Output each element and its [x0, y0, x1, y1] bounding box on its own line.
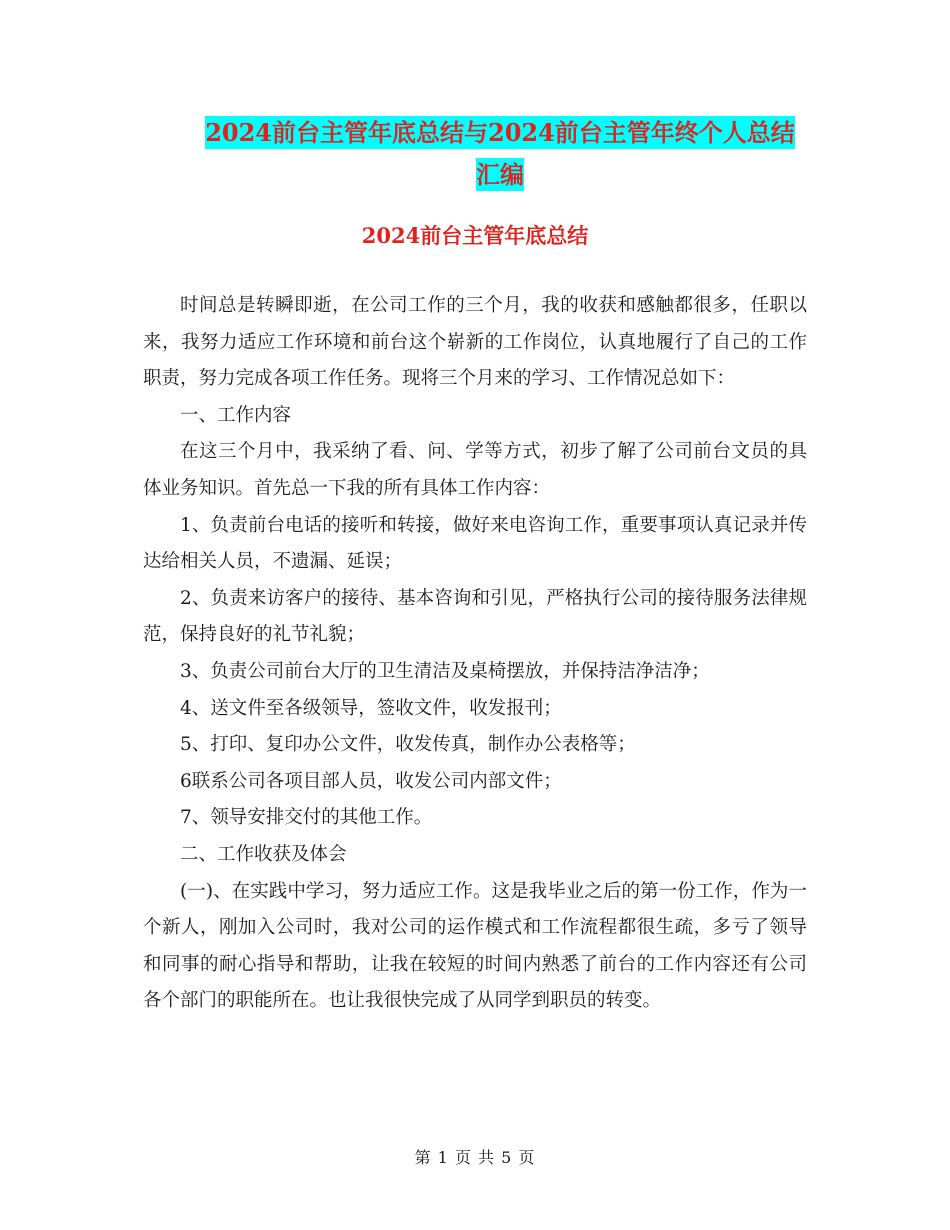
- paragraph: 4、送文件至各级领导，签收文件，收发报刊；: [180, 697, 562, 719]
- paragraph: 在这三个月中，我采纳了看、问、学等方式，初步了解了公司前台文员的具体业务知识。首先总一下我的所有具体工作内容：: [143, 441, 807, 499]
- paragraph: 2、负责来访客户的接待、基本咨询和引见，严格执行公司的接待服务法律规范，保持良好的礼节礼貌；: [143, 587, 807, 646]
- document-body: [143, 288, 807, 1020]
- paragraph: 6联系公司各项目部人员，收发公司内部文件；: [180, 770, 562, 792]
- paragraph: (一)、在实践中学习，努力适应工作。这是我毕业之后的第一份工作，作为一个新人，刚加入公司时，我对公司的运作模式和工作流程都很生疏，多亏了领导和同事的耐心指导和帮助，让我在较短的时间内熟悉了前台的工作内容还有公司各个部门的职能所在。也让我很快完成了从同学到职员的转变。: [143, 880, 807, 1012]
- document-title: [140, 112, 860, 196]
- paragraph: 二、工作收获及体会: [180, 843, 347, 865]
- paragraph: 3、负责公司前台大厅的卫生清洁及桌椅摆放，并保持洁净洁净；: [180, 660, 710, 682]
- document-title-line-1: 2024前台主管年底总结与2024前台主管年终个人总结: [205, 118, 795, 147]
- document-title-line-2: 汇编: [476, 160, 524, 189]
- section-title: 2024前台主管年底总结: [361, 223, 589, 248]
- page-footer: 第 1 页 共 5 页: [414, 1148, 536, 1167]
- paragraph: 5、打印、复印办公文件，收发传真，制作办公表格等；: [180, 734, 636, 756]
- paragraph: 7、领导安排交付的其他工作。: [180, 807, 433, 829]
- paragraph: 一、工作内容: [180, 404, 292, 426]
- paragraph: 时间总是转瞬即逝，在公司工作的三个月，我的收获和感触都很多，任职以来，我努力适应工作环境和前台这个崭新的工作岗位，认真地履行了自己的工作职责，努力完成各项工作任务。现将三个月来的学习、工作情况总如下：: [143, 295, 807, 390]
- paragraph: 1、负责前台电话的接听和转接，做好来电咨询工作，重要事项认真记录并传达给相关人员，不遗漏、延误；: [143, 514, 807, 573]
